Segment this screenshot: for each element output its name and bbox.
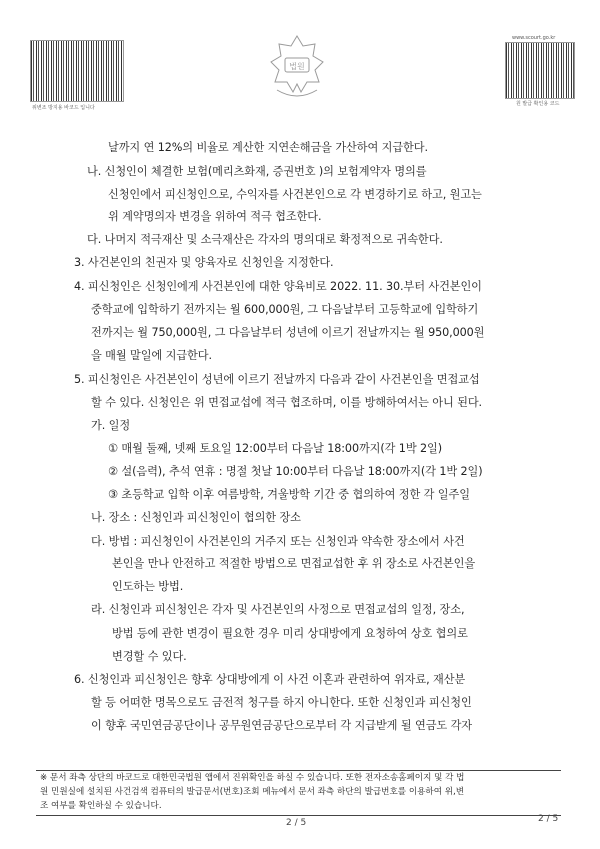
body-line-10: 을 매월 말일에 지급한다.	[91, 349, 212, 362]
body-line-17: 나. 장소 : 신청인과 피신청인이 협의한 장소	[91, 511, 301, 524]
page-number-center: 2 / 5	[286, 818, 307, 828]
body-line-8: 중학교에 입학하기 전까지는 월 600,000원, 그 다음날부터 고등학교에 입학하기	[91, 303, 479, 316]
footer-notice-line-1: ※ 문서 좌측 상단의 바코드로 대한민국법원 앱에서 진위확인을 하실 수 있습니다. 또한 전자소송홈페이지 및 각 법	[40, 773, 465, 783]
body-line-6: 3. 사건본인의 친권자 및 양육자로 신청인을 지정한다.	[74, 256, 334, 269]
left-barcode-caption: 위변조 방지용 바코드 입니다	[32, 105, 95, 111]
footer-notice-line-3: 조 여부를 확인하실 수 있습니다.	[40, 801, 162, 811]
body-line-24: 6. 신청인과 피신청인은 향후 상대방에게 이 사건 이혼과 관련하여 위자료, 재산분	[74, 673, 466, 686]
body-line-3: 신청인에서 피신청인으로, 수익자를 사건본인으로 각 변경하기로 하고, 원고는	[108, 188, 482, 201]
right-barcode-url: www.scourt.go.kr	[512, 35, 556, 41]
body-line-4: 위 계약명의자 변경을 위하여 적극 협조한다.	[108, 210, 322, 223]
page-number-right: 2 / 5	[538, 814, 559, 824]
body-line-7: 4. 피신청인은 신청인에게 사건본인에 대한 양육비로 2022. 11. 30.부터 사건본인이	[74, 280, 482, 293]
body-line-1: 날까지 연 12%의 비율로 계산한 지연손해금을 가산하여 지급한다.	[108, 141, 428, 154]
body-line-26: 이 향후 국민연금공단이나 공무원연금공단으로부터 각 지급받게 될 연금도 각자	[91, 719, 472, 732]
footer-notice-box	[36, 770, 561, 816]
seal-label: 법원	[289, 62, 305, 71]
body-line-5: 다. 나머지 적극재산 및 소극재산은 각자의 명의대로 확정적으로 귀속한다.	[87, 233, 443, 246]
right-barcode-caption: 원 발급 확인용 코드	[516, 101, 560, 107]
body-line-2: 나. 신청인이 체결한 보험(메리츠화재, 증권번호 )의 보험계약자 명의를	[87, 165, 427, 178]
body-line-15: ② 설(음력), 추석 연휴 : 명절 첫날 10:00부터 다음날 18:00까지(각 1박 2일)	[108, 465, 483, 478]
body-line-13: 가. 일정	[91, 419, 131, 432]
body-line-9: 전까지는 월 750,000원, 그 다음날부터 성년에 이르기 전날까지는 월 950,000원	[91, 326, 485, 339]
body-line-22: 방법 등에 관한 변경이 필요한 경우 미리 상대방에게 요청하여 상호 협의로	[112, 627, 468, 640]
verification-barcode-right	[505, 42, 575, 99]
body-line-14: ① 매월 둘째, 넷째 토요일 12:00부터 다음날 18:00까지(각 1박 2일)	[108, 442, 442, 455]
body-line-23: 변경할 수 있다.	[112, 650, 187, 663]
body-line-11: 5. 피신청인은 사건본인이 성년에 이르기 전날까지 다음과 같이 사건본인을 면접교섭	[74, 373, 480, 386]
body-line-21: 라. 신청인과 피신청인은 각자 및 사건본인의 사정으로 면접교섭의 일정, 장소,	[91, 603, 465, 616]
body-line-18: 다. 방법 : 피신청인이 사건본인의 거주지 또는 신청인과 약속한 장소에서 사건	[91, 535, 465, 548]
body-line-19: 본인을 만나 안전하고 적절한 방법으로 면접교섭한 후 위 장소로 사건본인을	[112, 557, 476, 570]
footer-notice-line-2: 원 민원실에 설치된 사건검색 컴퓨터의 발급문서(번호)조회 메뉴에서 문서 좌측 하단의 발급번호를 이용하여 위,변	[40, 787, 465, 797]
body-line-25: 할 등 어떠한 명목으로도 금전적 청구를 하지 아니한다. 또한 신청인과 피신청인	[91, 696, 472, 709]
body-line-12: 할 수 있다. 신청인은 위 면접교섭에 적극 협조하며, 이를 방해하여서는 아니 된다.	[91, 396, 483, 409]
body-line-16: ③ 초등학교 입학 이후 여름방학, 겨울방학 기간 중 협의하여 정한 각 일주일	[108, 488, 470, 501]
body-line-20: 인도하는 방법.	[112, 580, 184, 593]
court-seal-emblem	[265, 32, 329, 102]
authentication-barcode-left	[30, 40, 124, 102]
